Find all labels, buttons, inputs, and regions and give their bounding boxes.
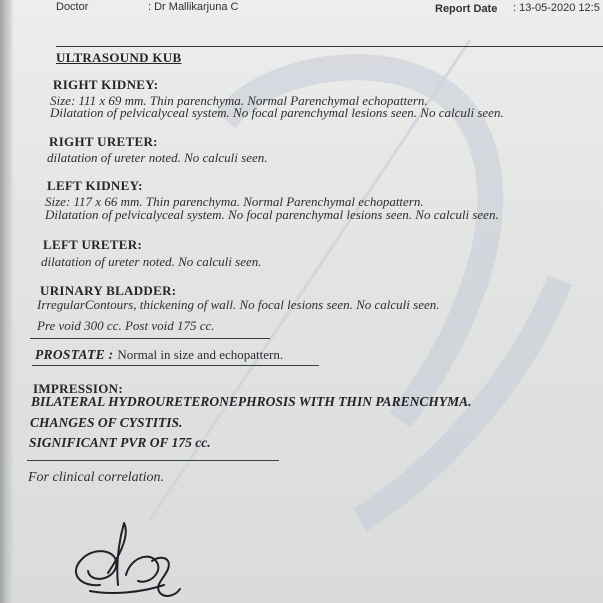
urinary-bladder-line1: IrregularContours, thickening of wall. No focal lesions seen. No calculi seen. bbox=[37, 297, 440, 312]
impression-line1: BILATERAL HYDROURETERONEPHROSIS WITH THIN PARENCHYMA. bbox=[31, 394, 472, 409]
prostate-text: Normal in size and echopattern. bbox=[117, 347, 284, 362]
left-kidney-line2: Dilatation of pelvicalyceal system. No focal parenchymal lesions seen. No calculi seen. bbox=[45, 207, 499, 222]
right-kidney-line1: Size: 111 x 69 mm. Thin parenchyma. Normal Parenchymal echopattern. bbox=[50, 93, 428, 108]
impression-line3: SIGNIFICANT PVR OF 175 cc. bbox=[29, 435, 211, 450]
right-ureter-heading: RIGHT URETER: bbox=[49, 134, 158, 149]
title-rule bbox=[56, 46, 603, 47]
clinical-correlation-note: For clinical correlation. bbox=[28, 470, 164, 485]
urinary-bladder-heading: URINARY BLADDER: bbox=[40, 283, 177, 298]
impression-rule bbox=[27, 460, 279, 461]
right-ureter-line1: dilatation of ureter noted. No calculi seen. bbox=[47, 150, 268, 165]
report-date-label: Report Date bbox=[435, 3, 498, 15]
impression-line2: CHANGES OF CYSTITIS. bbox=[30, 415, 183, 430]
doctor-name: : Dr Mallikarjuna C bbox=[148, 1, 239, 13]
prostate-rule bbox=[30, 338, 270, 339]
impression-heading: IMPRESSION: bbox=[33, 381, 123, 396]
left-kidney-line1: Size: 117 x 66 mm. Thin parenchyma. Normal Parenchymal echopattern. bbox=[45, 194, 424, 209]
prostate-underline bbox=[32, 365, 319, 366]
doctor-signature bbox=[60, 515, 190, 600]
page-edge-shadow bbox=[0, 0, 14, 603]
urinary-bladder-line2: Pre void 300 cc. Post void 175 cc. bbox=[37, 318, 215, 333]
right-kidney-line2: Dilatation of pelvicalyceal system. No focal parenchymal lesions seen. No calculi seen. bbox=[50, 105, 504, 120]
report-date-value: : 13-05-2020 12:5 bbox=[513, 2, 600, 14]
prostate-heading: PROSTATE : bbox=[35, 347, 114, 362]
right-kidney-heading: RIGHT KIDNEY: bbox=[53, 77, 159, 92]
report-title: ULTRASOUND KUB bbox=[56, 50, 182, 65]
prostate-row bbox=[35, 346, 283, 364]
left-ureter-heading: LEFT URETER: bbox=[43, 237, 143, 252]
left-kidney-heading: LEFT KIDNEY: bbox=[47, 178, 143, 193]
left-ureter-line1: dilatation of ureter noted. No calculi seen. bbox=[41, 254, 262, 269]
doctor-label: Doctor bbox=[56, 1, 89, 13]
